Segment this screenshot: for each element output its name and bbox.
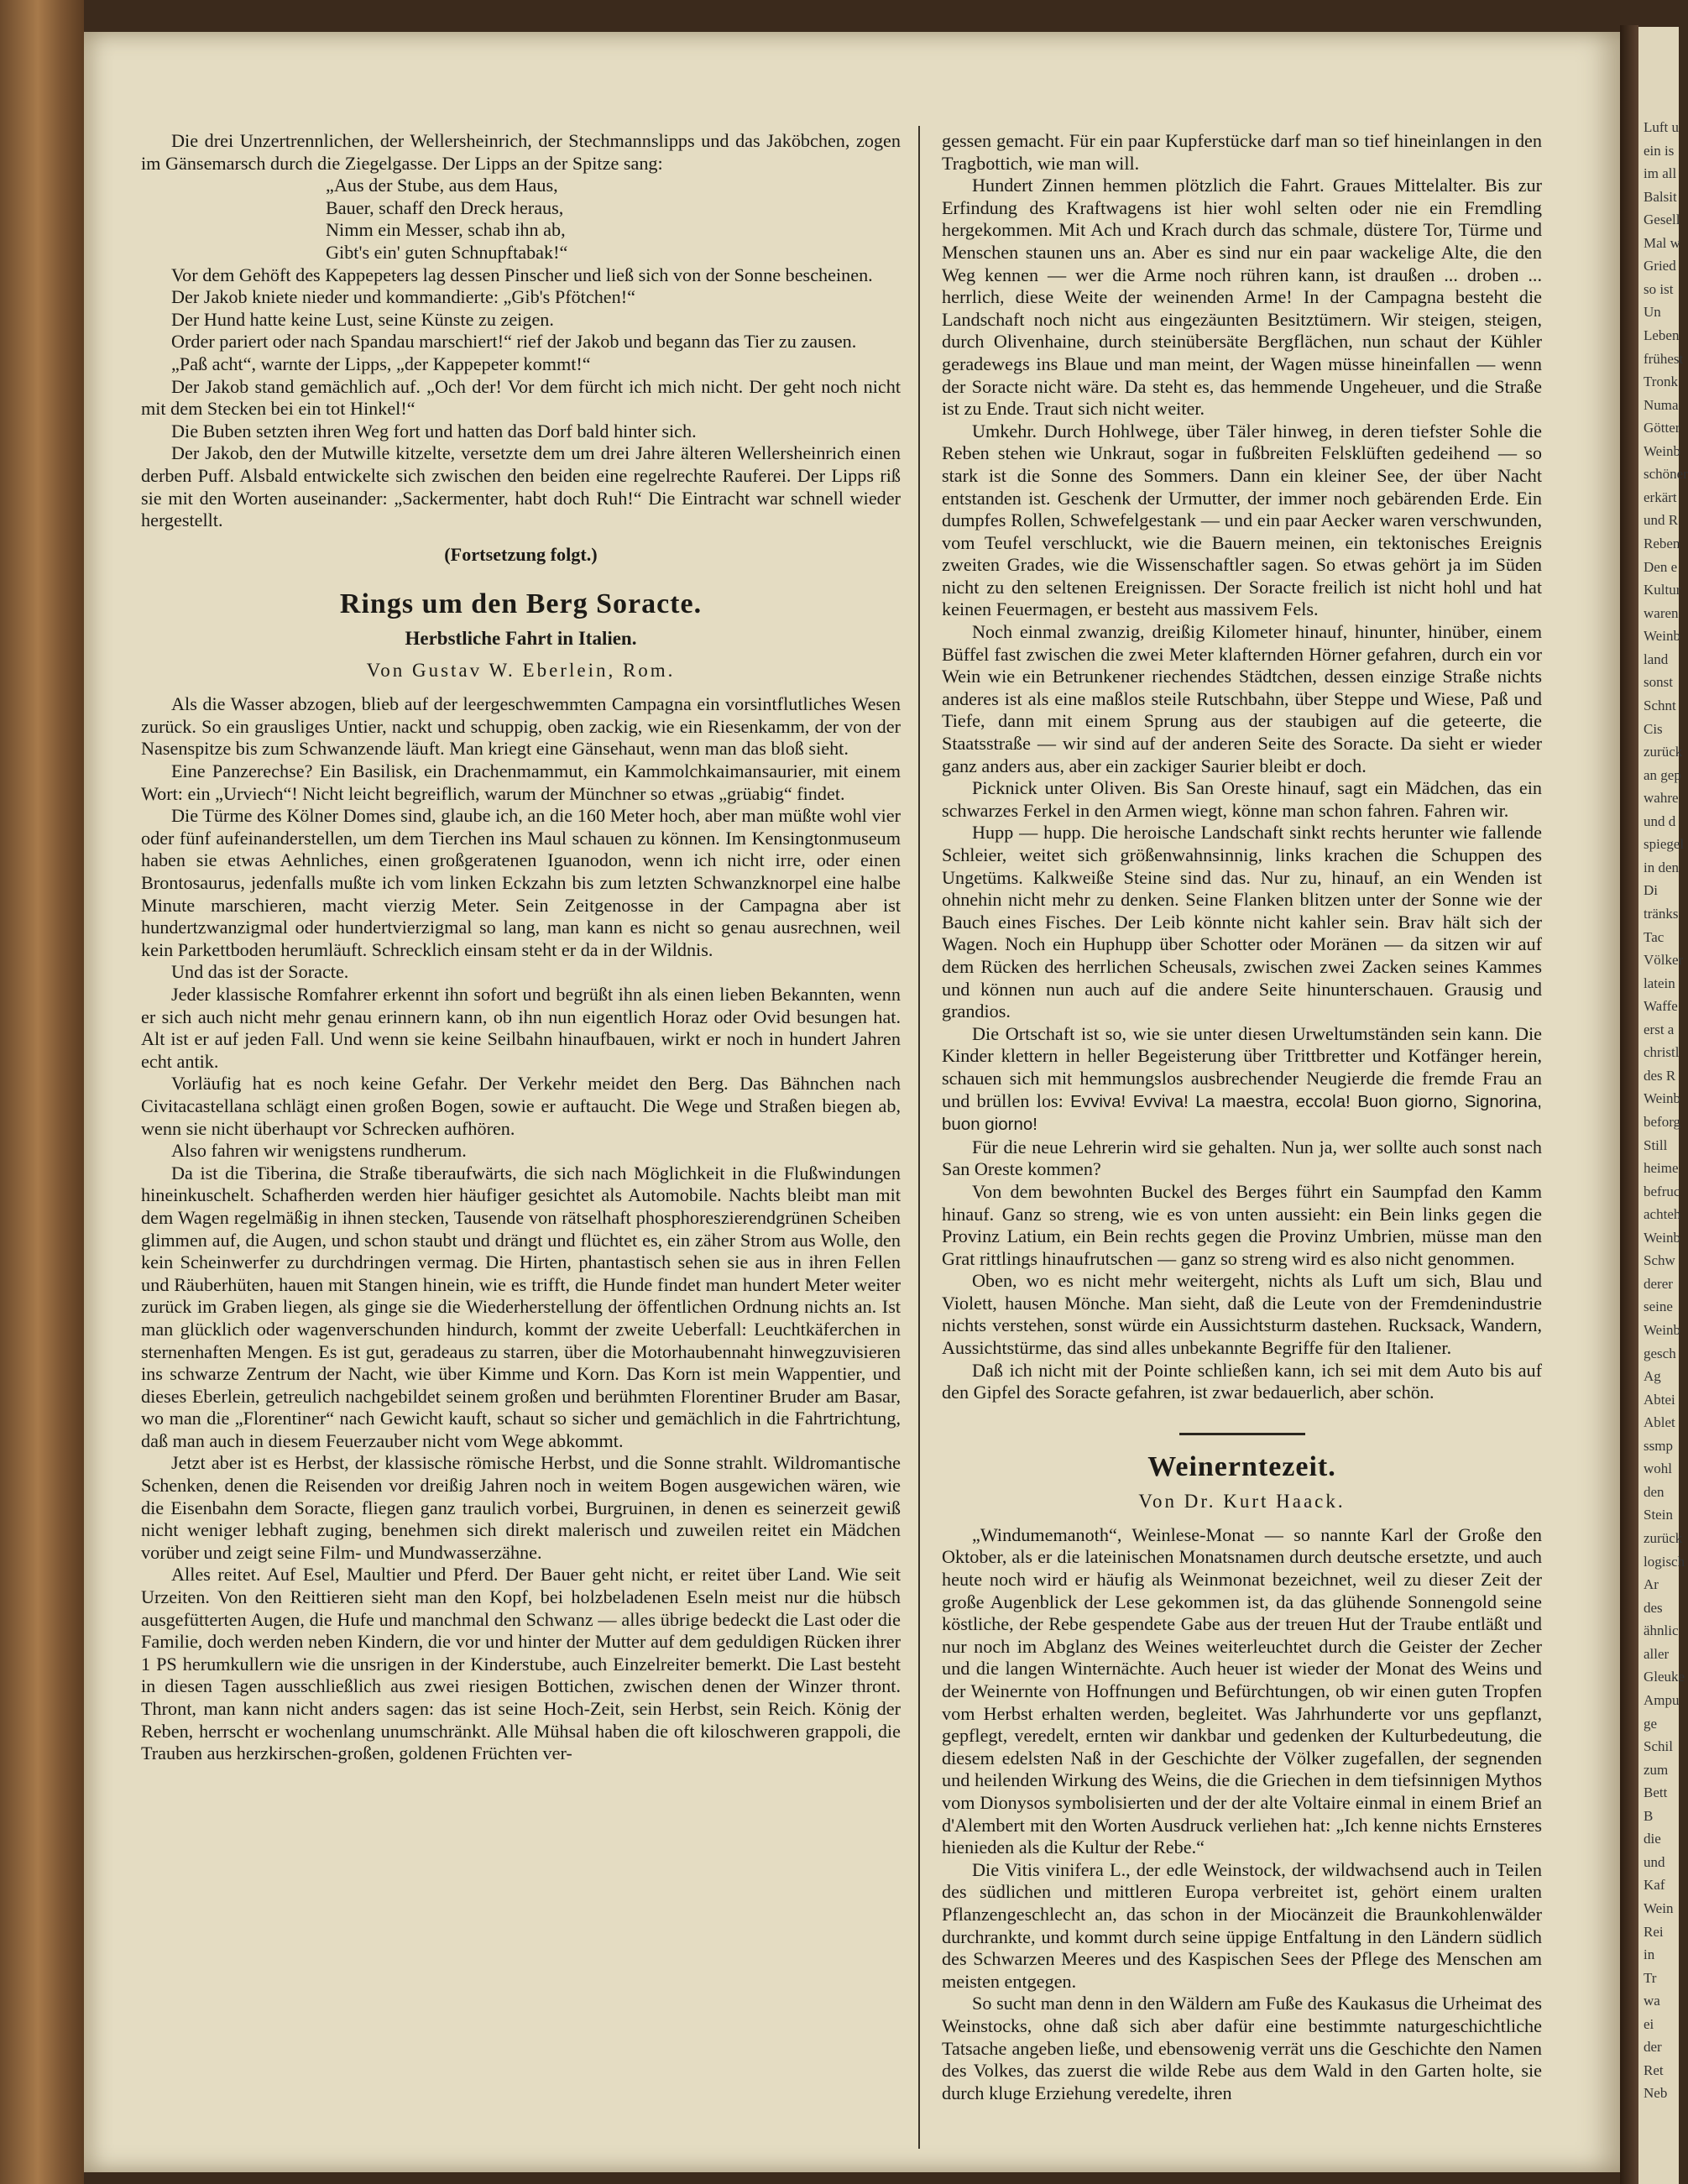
edge-fragment: Schw [1644,1252,1675,1269]
edge-fragment: derer [1644,1275,1673,1292]
article-paragraph: Von dem bewohnten Buckel des Berges führt ein Saumpfad den Kamm hinauf. Ganz so streng, wie es von unten aussieht: ein Bein links gegen die Provinz Latium, ein Bein rechts gegen die Provinz Umbrien, müsse man den Grat rittlings hinaufrutschen — ganz so streng wird es also nicht genommen. [942,1180,1542,1269]
edge-fragment: Ag [1644,1368,1661,1385]
edge-fragment: Neb [1644,2085,1668,2102]
edge-fragment: und [1644,1853,1665,1870]
article-paragraph: So sucht man denn in den Wäldern am Fuße des Kaukasus die Urheimat des Weinstocks, ohne daß sich aber dafür eine bestimmte naturgeschichtliche Tatsache angeben ließe, und ebensowenig verrät uns die Geschichte den Namen des Volkes, das zuerst die wilde Rebe aus dem Wald in den Garten holte, sie durch kluge Erziehung veredelte, ihren [942,1993,1542,2103]
article-subtitle: Herbstliche Fahrt in Italien. [405,628,637,650]
edge-fragment: erst a [1644,1021,1675,1037]
story-paragraph: Die drei Unzertrennlichen, der Wellersheinrich, der Stechmannslipps und das Jaköbchen, zogen im Gänsemarsch durch die Ziegelgasse. Der Lipps an der Spitze sang: [141,130,901,174]
edge-fragment: Still [1644,1136,1668,1153]
edge-fragment: Weinb [1644,1322,1680,1339]
article-title: Rings um den Berg Soracte. [339,588,703,620]
story-paragraph: „Paß acht“, warnte der Lipps, „der Kappepeter kommt!“ [171,353,591,374]
article-paragraph: Hupp — hupp. Die heroische Landschaft sinkt rechts herunter wie fallende Schleier, weitet sich größenwahnsinnig, links krachen die Schuppen des Ungetüms. Kalkweiße Steine sind das. Nur zu, hinauf, an ein Wenden ist ohnehin nicht mehr zu denken. Seine Flanken blitzen unter der Sonne wie der Bauch eines Fisches. Der Leib könnte nicht kahler sein. Brav hält sich der Wagen. Noch ein Huphupp über Schotter oder Moränen — da sitzen wir auf dem Rücken des herrlichen Scheusals, zwischen zwei Zacken seines Kammes und können nun auch auf die andere Seite hinunterschauen. Grausig und grandios. [942,822,1542,1022]
edge-fragment: land [1644,650,1669,667]
edge-fragment: Bett [1644,1784,1668,1801]
edge-fragment: achteh [1644,1206,1681,1223]
edge-fragment: zum [1644,1761,1669,1778]
edge-fragment: Gleuke [1644,1669,1685,1685]
story-paragraph: Der Jakob, den der Mutwille kitzelte, versetzte dem um drei Jahre älteren Wellersheinrich einen derben Puff. Alsbald entwickelte sich zwischen den beiden eine regelrechte Rauferei. Der Lipps riß sie mit den Worten auseinander: „Sackermenter, habt doch Ruh!“ Die Eintracht war schnell wieder hergestellt. [141,442,901,531]
verse-line: Gibt's ein' guten Schnupftabak!“ [326,241,568,263]
story-paragraph: Der Jakob stand gemächlich auf. „Och der! Vor dem fürcht ich mich nicht. Der geht noch nicht mit dem Stecken bei ein tot Hinkel!“ [141,375,901,420]
song-verse [326,175,901,264]
edge-fragment: gesch [1644,1345,1676,1361]
edge-fragment: des R [1644,1067,1676,1084]
edge-fragment: befruc [1644,1183,1680,1199]
edge-fragment: Rei [1644,1923,1664,1940]
article-paragraph: Eine Panzerechse? Ein Basilisk, ein Drachenmammut, ein Kammolchkaimansaurier, mit einem Wort: ein „Urviech“! Nicht leicht begreiflich, warum der Münchner so etwas „grüabig“ findet. [141,760,901,804]
edge-fragment: Schnt [1644,697,1676,713]
edge-fragment: die [1644,1831,1661,1847]
story-paragraph: Order pariert oder nach Spandau marschiert!“ rief der Jakob und begann das Tier zu zausen. [171,331,857,353]
left-column [141,130,901,1765]
edge-fragment: waren [1644,604,1679,621]
article-paragraph: Jetzt aber ist es Herbst, der klassische römische Herbst, und die Sonne strahlt. Wildromantische Schenken, denen die Reisenden vor dreißig Jahren noch in weitem Bogen ausgewichen wären, wie die Eisenbahn dem Soracte, fliegen ganz traulich vorbei, Burgruinen, in denen es seinerzeit gewiß nicht weniger lebhaft zuging, benehmen sich direkt malerisch und zuweilen reitet ein Mädchen vorüber und zeigt seine Film- und Mundwasserzähne. [141,1452,901,1563]
article-byline: Von Dr. Kurt Haack. [1138,1490,1346,1512]
article-paragraph: Also fahren wir wenigstens rundherum. [171,1140,467,1162]
edge-fragment: Weinb [1644,1090,1680,1107]
edge-fragment: in [1644,1946,1655,1963]
edge-fragment: Numa [1644,396,1679,413]
edge-fragment: Weinb [1644,1229,1680,1246]
edge-fragment: Ar [1644,1576,1659,1593]
edge-fragment: wohl [1644,1460,1672,1477]
story-paragraph: Vor dem Gehöft des Kappepeters lag dessen Pinscher und ließ sich von der Sonne bescheinen. [171,264,873,285]
article-paragraph: Oben, wo es nicht mehr weitergeht, nichts als Luft um sich, Blau und Violett, hausen Mönche. Man sieht, daß die Leute von der Fremdenindustrie nichts verstehen, sonst würde ein Aussichtsturm dastehen. Rucksack, Wandern, Aussichtstürme, das sind alles unbekannte Begriffe für den Italiener. [942,1270,1542,1359]
article-paragraph: Umkehr. Durch Hohlwege, über Täler hinweg, in deren tiefster Sohle die Reben stehen wie Unkraut, sogar in fußbreiten Felsklüften gedeihend — so stark ist die Sonne des Sommers. Dann ein kleiner See, der über Nacht entstanden ist. Geschenk der Urmutter, der immer noch gebärenden Erde. Ein dumpfes Rollen, Schwefelgestank — und ein paar Aecker waren verschwunden, vom Teufel verschluckt, wie die Bauern meinen, ein tektonisches Ereignis zweiten Grades, wie die Wissenschaftler sagen. So etwas gehört ja im Süden nicht zu den seltenen Ereignissen. Der Soracte freilich ist nicht hohl und hat keinen Feuermagen, er besteht aus massivem Fels. [942,420,1542,620]
edge-fragment: Kultur [1644,582,1681,598]
edge-fragment: Leben [1644,327,1680,344]
edge-fragment: frühest [1644,350,1684,367]
edge-fragment: Ablet [1644,1414,1675,1431]
article-paragraph: Daß ich nicht mit der Pointe schließen kann, ich sei mit dem Auto bis auf den Gipfel des Soracte gefahren, ist zwar bedauerlich, aber schön. [942,1359,1542,1403]
edge-fragment: sonst [1644,674,1673,691]
edge-fragment: Ampu [1644,1691,1680,1708]
edge-fragment: logisch [1644,1553,1685,1570]
edge-fragment: Den e [1644,558,1678,575]
article-paragraph: Die Vitis vinifera L., der edle Weinstock, der wildwachsend auch in Teilen des südlichen und mittleren Europa verbreitet ist, gehört einem uralten Pflanzengeschlecht an, das schon in der Miocänzeit die Braunkohlenwälder durchrankte, und kommt durch seine üppige Entfaltung in den Ländern südlich des Schwarzen Meeres und des Kaspischen Sees der Pflege des Menschen am meisten entgegen. [942,1858,1542,1992]
edge-fragment: Balsit [1644,188,1677,205]
edge-fragment: den [1644,1483,1664,1500]
edge-fragment: Di [1644,882,1658,899]
edge-fragment: des [1644,1599,1663,1616]
edge-fragment: wa [1644,1993,1660,2009]
edge-fragment: Gried [1644,258,1676,274]
edge-fragment: ssmp [1644,1437,1673,1454]
edge-fragment: beforg [1644,1114,1681,1130]
edge-fragment: zurück [1644,1530,1683,1547]
article-paragraph: Jeder klassische Romfahrer erkennt ihn sofort und begrüßt ihn als einen lieben Bekannten, wenn er sich auch nicht mehr genau erinnern kann, ob ihn nun eigentlich Horaz oder Ovid besungen hat. Alt ist er auf jeden Fall. Und wenn sie keine Seilbahn hinaufbauen, wirkt er noch in hundert Jahren echt antik. [141,984,901,1072]
article-paragraph: Und das ist der Soracte. [171,961,349,983]
edge-fragment: Stein [1644,1507,1673,1523]
edge-fragment: Abtei [1644,1391,1675,1408]
story-paragraph: Der Jakob kniete nieder und kommandierte: „Gib's Pfötchen!“ [171,286,635,308]
article-title: Weinerntezeit. [1147,1450,1336,1482]
article-paragraph: Hundert Zinnen hemmen plötzlich die Fahrt. Graues Mittelalter. Bis zur Erfindung des Kraftwagens ist hier wohl selten oder nie ein Fremdling hergekommen. Mit Ach und Krach durch das schmale, düstere Tor, Türme und Menschen staunen uns an. Aber es sind nur ein paar wackelige Alte, die den Weg kennen — wer die Arme noch rühren kann, ist draußen ... droben ... herrlich, diese Weite der weinenden Arme! In der Campagna besteht die Landschaft noch nicht aus eingezäunten Besitztümern. Wir steigen, steigen, durch Olivenhaine, durch steinübersäte Bergflächen, nun schaut der Kühler geradewegs ins Blaue und man meint, der Wagen müsse hineinfallen — wenn der Soracte nicht wäre. Da steht es, das hemmende Ungeheuer, und die Straße ist zu Ende. Traut sich nicht weiter. [942,175,1542,420]
edge-fragment: Weinb [1644,442,1680,459]
edge-fragment: Weinb [1644,628,1680,645]
page-gutter [1620,25,1638,2184]
column-rule [918,126,920,2149]
edge-fragment: Mal w [1644,234,1680,251]
article-paragraph [942,1023,1542,1136]
article-byline: Von Gustav W. Eberlein, Rom. [366,660,676,682]
article-paragraph: Noch einmal zwanzig, dreißig Kilometer hinauf, hinunter, hinüber, einem Büffel fast zwischen die zwei Meter klafternden Hörner gefahren, durch ein vor Wein wie ein Betrunkener riechendes Städtchen, dessen einzige Straße nichts anderes ist als eine maßlos steile Rutschbahn, über Steppe und Wiese, Paß und Tiefe, dann mit einem Sprung aus der staubigen auf die geteerte, die Staatsstraße — wir sind auf der anderen Seite des Soracte. Da sieht er wieder ganz anders aus, aber ein zackiger Saurier bleibt er doch. [942,621,1542,776]
edge-fragment: Reben [1644,536,1680,552]
article-paragraph: Da ist die Tiberina, die Straße tiberaufwärts, die sich nach Möglichkeit in die Flußwindungen hineinkuschelt. Schafherden werden hier häufiger gesichtet als Automobile. Nachts bleibt man mit dem Wagen regelmäßig in ihnen stecken, Tausende von rätselhaft phosphoreszierendgrünen Scheiben glimmen auf, die Augen, und schon staubt und drängt und flüchtet es, ein zäher Strom aus Wolle, den kein Scheinwerfer zu durchdringen vermag. Die Hirten, phantastisch sehen sie aus in ihren Fellen und Räuberhüten, hauen mit Stangen hinein, wie es trifft, die Hunde findet man hundert Meter weiter zurück im Graben liegen, als ginge sie die Wiederherstellung der öffentlichen Ordnung nichts an. Ist man glücklich oder wagenverschunden hindurch, kommt der zweite Ueberfall: Leuchtkäferchen in sternenhaften Mengen. Es ist gut, geradeaus zu starren, über die Motorhaubennaht hinwegzuvisieren ins schwarze Zentrum der Nacht, wie über Kimme und Korn. Das Korn ist mein Wappentier, und dieses Eberlein, getreulich nachgebildet seinem großen und berühmten Florentiner Bruder am Basar, wo man die „Florentiner“ nach Gewicht kauft, schaut so sicher und gemächlich in die Fahrtrichtung, daß man auch in diesem Feuerzauber nicht vom Wege abkommt. [141,1162,901,1451]
edge-fragment: und d [1644,812,1676,829]
edge-fragment: tränks [1644,905,1679,922]
edge-fragment: Wein [1644,1899,1674,1916]
edge-fragment: erkärt [1644,489,1677,505]
book-binding [0,0,84,2184]
edge-fragment: Völker [1644,952,1684,969]
edge-fragment: aller [1644,1645,1670,1662]
edge-fragment: Tr [1644,1969,1657,1986]
edge-fragment: Tac [1644,928,1664,945]
edge-fragment: Tronk [1644,374,1678,390]
edge-fragment: der [1644,2039,1662,2056]
edge-fragment: heime [1644,1160,1679,1177]
italian-quote: Evviva! Evviva! La maestra, eccola! Buon giorno, Signorina, buon giorno! [942,1091,1543,1135]
verse-line: „Aus der Stube, aus dem Haus, [326,175,558,196]
article-paragraph: Für die neue Lehrerin wird sie gehalten. Nun ja, wer sollte auch sonst nach San Oreste kommen? [942,1136,1542,1180]
verse-line: Nimm ein Messer, schab ihn ab, [326,219,566,241]
verse-line: Bauer, schaff den Dreck heraus, [326,196,564,218]
edge-fragment: seine [1644,1298,1673,1315]
paragraph-text: Die Ortschaft ist so, wie sie unter diesen Urweltumständen sein kann. Die Kinder klettern in heller Begeisterung über Trittbretter und Kotfänger herein, schauen sich mit hemmungslos ausbrechender Neugierde die fremde Frau an und brüllen los: [942,1022,1542,1111]
edge-fragment: so ist [1644,280,1674,297]
edge-fragment: und R [1644,512,1679,529]
article-paragraph: Vorläufig hat es noch keine Gefahr. Der Verkehr meidet den Berg. Das Bähnchen nach Civitacastellana schlägt einen großen Bogen, sowie er auftaucht. Die Wege und Straßen biegen ab, wenn sie nicht überhaupt vor Schrecken aufhören. [141,1073,901,1139]
edge-fragment: Kaf [1644,1877,1665,1894]
edge-fragment: wahre [1644,790,1679,807]
edge-fragment: B [1644,1807,1654,1824]
edge-fragment: im all [1644,165,1677,182]
edge-fragment: an gep [1644,766,1681,783]
story-paragraph: Der Hund hatte keine Lust, seine Künste zu zeigen. [171,308,554,330]
edge-fragment: Gesell [1644,212,1680,228]
edge-fragment: ei [1644,2015,1654,2032]
article-paragraph: Picknick unter Oliven. Bis San Oreste hinauf, sagt ein Mädchen, das ein schwarzes Ferkel in den Armen wiegt, könne man schon fahren. Fahren wir. [942,777,1542,821]
continuation-note: (Fortsetzung folgt.) [444,543,598,565]
edge-fragment: schöner [1644,466,1688,483]
article-paragraph: Alles reitet. Auf Esel, Maultier und Pferd. Der Bauer geht nicht, er reitet über Land. Wie seit Urzeiten. Von den Reittieren sieht man den Kopf, bei holzbeladenen Eseln meist nur die hübsch ausgefütterten Augen, die Hufe und manchmal den Schwanz — alles übrige bedeckt die Last oder die Familie, doch werden neben Kindern, die vor und hinter der Mutter auf dem geduldigen Rücken ihrer 1 PS herumkullern wie die unsrigen in der Kinderstube, auch Einzelreiter bemerkt. Die Last besteht in diesen Tagen ausschließlich aus zwei riesigen Bottichen, zwischen denen der Winzer thront. Thront, man kann nicht anders sagen: das ist seine Hoch-Zeit, sein Herbst, sein Reich. König der Reben, herrscht er wochenlang unumschränkt. Alle Mühsal haben die oft kiloschweren grappoli, die Trauben aus herzkirschen-großen, goldenen Früchten ver- [141,1564,901,1764]
edge-fragment: Un [1644,304,1661,321]
edge-fragment: in den [1644,859,1680,875]
edge-fragment: Luft u [1644,119,1680,135]
edge-fragment: ein is [1644,142,1675,159]
edge-fragment: zurück [1644,744,1683,760]
edge-fragment: christl [1644,1044,1680,1061]
edge-fragment: Waffe [1644,998,1678,1015]
edge-fragment: latein [1644,974,1675,991]
edge-fragment: Götter [1644,420,1680,436]
edge-fragment: Cis [1644,720,1663,737]
edge-fragment: Schil [1644,1738,1673,1755]
story-paragraph: Die Buben setzten ihren Weg fort und hatten das Dorf bald hinter sich. [171,420,697,442]
article-paragraph: Als die Wasser abzogen, blieb auf der leergeschwemmten Campagna ein vorsintflutliches Wesen zurück. So ein grausliges Untier, nackt und schuppig, oben zackig, wie ein Riesenkamm, der von der Nasenspitze bis zum Schwanzende läuft. Man kriegt eine Gänsehaut, wenn man das bloß sieht. [141,693,901,760]
edge-fragment: spiegel [1644,836,1685,853]
edge-fragment: ge [1644,1715,1658,1732]
article-paragraph: gessen gemacht. Für ein paar Kupferstücke darf man so tief hineinlangen in den Tragbottich, wie man will. [942,130,1542,174]
edge-fragment: Ret [1644,2061,1664,2078]
article-paragraph: „Windumemanoth“, Weinlese-Monat — so nannte Karl der Große den Oktober, als er die lateinischen Monatsnamen durch deutsche ersetzte, und auch heute noch wird er häufig als Weinmonat bezeichnet, weil zu dieser Zeit der große Augenblick der Lese gekommen ist, da das glühende Sonnengold seine köstliche, der Rebe gespendete Gabe aus der treuen Hut der Traube entläßt und nur noch im Abglanz des Weines weiterleuchtet durch die Geister der Zecher und die langen Winternächte. Auch heuer ist wieder der Monat des Weins und der Weinernte von Hoffnungen und Befürchtungen, ob wir einen guten Tropfen vom Herbst erhalten werden, begleitet. Was Jahrhunderte vor uns gepflanzt, gepflegt, veredelt, ernten wir dankbar und gedenken der Kulturbedeutung, die diesem edelsten Naß in der Geschichte der Völker zugefallen, der segnenden und heilenden Wirkung des Weins, die die Griechen in dem tiefsinnigen Mythos vom Dionysos symbolisierten und der der alte Voltaire einmal in einem Brief an d'Alembert mit den Worten Ausdruck verliehen hat: „Ich kenne nichts Ernsteres hienieden als die Kultur der Rebe.“ [942,1523,1542,1858]
edge-fragment: ähnlic [1644,1622,1679,1639]
section-divider [1179,1433,1305,1435]
next-page-edge [1638,27,1688,2184]
article-paragraph: Die Türme des Kölner Domes sind, glaube ich, an die 160 Meter hoch, aber man müßte wohl vier oder fünf aufeinanderstellen, um dem Tierchen ins Maul schauen zu können. Im Kensingtonmuseum haben sie etwas Aehnliches, einen großgeratenen Iguanodon, wenn ich nicht irre, oder einen Brontosaurus, jedenfalls mußte ich vom linken Eckzahn bis zum letzten Schwanzknorpel eine halbe Minute marschieren, macht vierzig Meter. Sein Zeitgenosse in der Campagna aber ist hundertzwanzigmal oder hundertvierzigmal so lang, man kann es nicht so genau ausrechnen, weil kein Parkettboden herumläuft. Schrecklich einsam steht er da in der Wildnis. [141,805,901,960]
right-column [942,130,1542,2104]
